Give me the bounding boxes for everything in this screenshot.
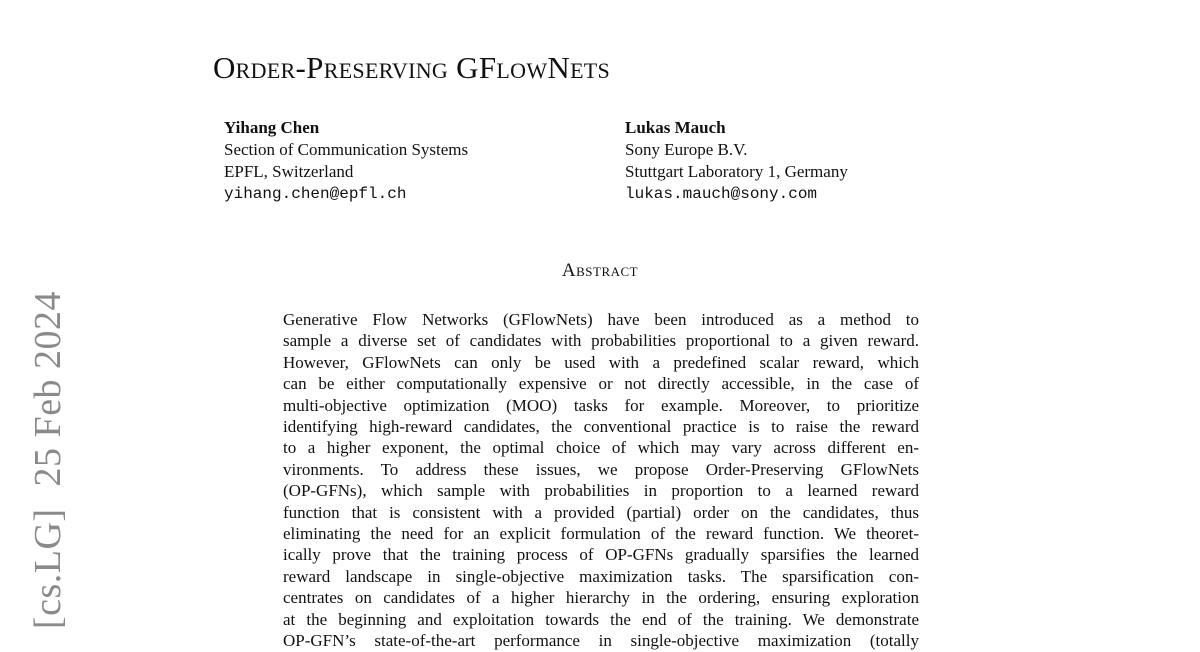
author-block — [224, 117, 468, 205]
abstract-line: can be either computationally expensive or not directly accessible, in the case of — [283, 374, 919, 394]
abstract-line: eliminating the need for an explicit formulation of the reward function. We theoret- — [283, 524, 919, 544]
abstract-body — [283, 309, 919, 652]
abstract-line: reward landscape in single-objective maximization tasks. The sparsification con- — [283, 566, 919, 586]
abstract-line: identifying high-reward candidates, the conventional practice is to raise the reward — [283, 417, 919, 437]
arxiv-date: 25 Feb 2024 — [27, 290, 69, 487]
arxiv-category: [cs.LG] — [27, 508, 69, 630]
author-email: yihang.chen@epfl.ch — [224, 185, 407, 203]
abstract-line: sample a diverse set of candidates with probabilities proportional to a given reward. — [283, 331, 919, 351]
abstract-line: Generative Flow Networks (GFlowNets) have been introduced as a method to — [283, 310, 919, 329]
abstract-line: function that is consistent with a provided (partial) order on the candidates, thus — [283, 502, 919, 522]
author-affiliation: Stuttgart Laboratory 1, Germany — [625, 162, 848, 181]
abstract-line: OP-GFN’s state-of-the-art performance in single-objective maximization (totally — [283, 631, 919, 651]
author-affiliation: Section of Communication Systems — [224, 140, 469, 159]
abstract-line: vironments. To address these issues, we propose Order-Preserving GFlowNets — [283, 459, 919, 479]
author-block — [625, 117, 848, 205]
abstract-line: However, GFlowNets can only be used with a predefined scalar reward, which — [283, 352, 919, 372]
abstract-line: (OP-GFNs), which sample with probabilities in proportion to a learned reward — [283, 481, 919, 501]
abstract-heading: Abstract — [561, 260, 639, 281]
abstract-line: ically prove that the training process of OP-GFNs gradually sparsifies the learned — [283, 545, 919, 565]
author-affiliation: Sony Europe B.V. — [625, 140, 748, 159]
abstract-line: to a higher exponent, the optimal choice of which may vary across different en- — [283, 438, 919, 458]
paper-title: Order-Preserving GFlowNets — [213, 50, 611, 85]
arxiv-watermark — [26, 291, 70, 629]
author-affiliation: EPFL, Switzerland — [224, 162, 354, 181]
author-name: Yihang Chen — [224, 118, 320, 137]
abstract-line: at the beginning and exploitation towards the end of the training. We demonstrate — [283, 609, 919, 629]
abstract-line: multi-objective optimization (MOO) tasks for example. Moreover, to prioritize — [283, 395, 919, 415]
author-email: lukas.mauch@sony.com — [625, 185, 818, 203]
author-name: Lukas Mauch — [625, 118, 726, 137]
abstract-line: centrates on candidates of a higher hierarchy in the ordering, ensuring exploration — [283, 588, 919, 608]
